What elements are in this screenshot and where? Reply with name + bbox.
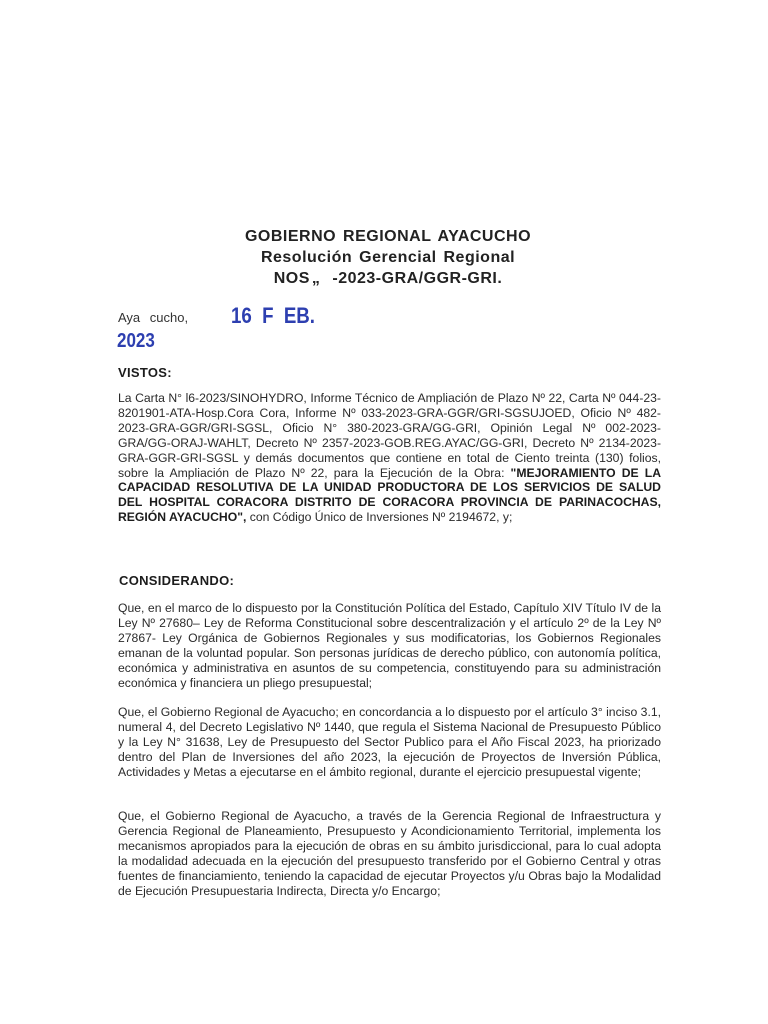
- considerando-paragraph: Que, el Gobierno Regional de Ayacucho, a través de la Gerencia Regional de Infraestructura y Gerencia Regional de Planeamiento, Presupuesto y Acondicionamiento Territorial, implementa los mecanismos apropiados para la ejecución de obras en su ámbito jurisdiccional, para lo cual adopta la modalidad adecuada en la ejecución del presupuesto transferido por el Gobierno Central y otras fuentes de financiamiento, teniendo la capacidad de ejecutar Proyectos y/u Obras bajo la Modalidad de Ejecución Presupuestaria Indirecta, Directa y/o Encargo;: [118, 809, 661, 898]
- considerando-paragraph: Que, el Gobierno Regional de Ayacucho; en concordancia a lo dispuesto por el artículo 3° inciso 3.1, numeral 4, del Decreto Legislativo Nº 1440, que regula el Sistema Nacional de Presupuesto Público y la Ley N° 31638, Ley de Presupuesto del Sector Publico para el Año Fiscal 2023, ha priorizado dentro del Plan de Inversiones del año 2023, la ejecución de Proyectos de Inversión Pública, Actividades y Metas a ejecutarse en el ámbito regional, durante el ejercicio presupuestal vigente;: [118, 705, 661, 779]
- place-label: Aya cucho,: [118, 310, 189, 325]
- header-resolution-number: [0, 268, 768, 289]
- vistos-heading: VISTOS:: [118, 365, 172, 380]
- date-stamp-year: 2023: [117, 330, 155, 352]
- header-resolution-type: Resolución Gerencial Regional: [260, 249, 516, 266]
- considerando-paragraph: Que, en el marco de lo dispuesto por la Constitución Política del Estado, Capítulo XIV Título IV de la Ley Nº 27680– Ley de Reforma Constitucional sobre descentralización y el artículo 2º de la Ley Nº 27867- Ley Orgánica de Gobiernos Regionales y sus modificatorias, los Gobiernos Regionales emanan de la voluntad popular. Son personas jurídicas de derecho público, con autonomía política, económica y administrativa en asuntos de su competencia, constituyendo para su administración económica y financiera un pliego presupuestal;: [118, 601, 661, 690]
- document-header: [0, 226, 768, 289]
- vistos-text-end: con Código Único de Inversiones Nº 2194672, y;: [246, 510, 513, 525]
- vistos-text-intro: La Carta N° l6-2023/SINOHYDRO, Informe Técnico de Ampliación de Plazo Nº 22, Carta Nº 044-23-8201901-ATA-Hosp.Cora Cora, Informe Nº 033-2023-GRA-GGR/GRI-SGSUJOED, Oficio Nº 482-2023-GRA-GGR/GRI-SGSL, Oficio N° 380-2023-GRA/GG-GRI, Opinión Legal Nº 002-2023-GRA/GG-ORAJ-WAHLT, Decreto Nº 2357-2023-GOB.REG.AYAC/GG-GRI, Decreto Nº 2134-2023-GRA-GGR-GRI-SGSL y demás documentos que contiene en total de Ciento treinta (130) folios, sobre la Ampliación de Plazo Nº 22, para la Ejecución de la Obra:: [118, 391, 661, 480]
- resolution-number-prefix: NOS: [273, 270, 310, 287]
- vistos-paragraph: [118, 391, 661, 525]
- considerando-heading: CONSIDERANDO:: [119, 573, 235, 588]
- header-government-name: GOBIERNO REGIONAL AYACUCHO: [244, 228, 532, 245]
- resolution-number-handwritten-mark: „: [311, 270, 321, 287]
- date-stamp-day-month: 16 F EB.: [231, 303, 315, 328]
- resolution-number-suffix: -2023-GRA/GGR-GRI.: [332, 270, 503, 287]
- vistos-project-name: "MEJORAMIENTO DE LA CAPACIDAD RESOLUTIVA DE LA UNIDAD PRODUCTORA DE LOS SERVICIOS DE SALUD DEL HOSPITAL CORACORA DISTRITO DE CORACORA PROVINCIA DE PARINACOCHAS, REGIÓN AYACUCHO",: [118, 465, 661, 525]
